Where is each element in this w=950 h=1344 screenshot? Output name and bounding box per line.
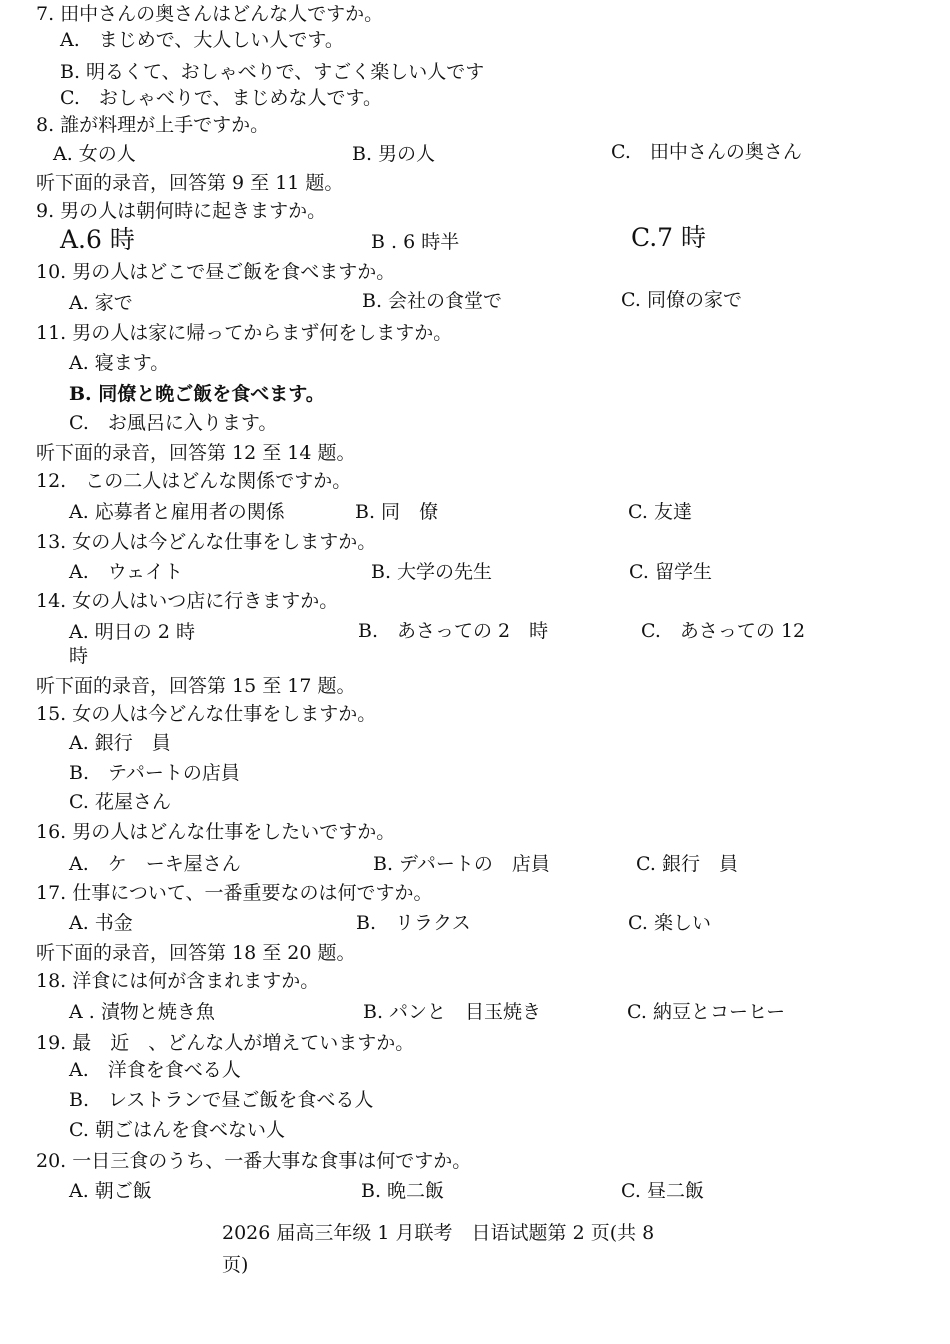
q13-option-a: A. ウェイト <box>69 561 184 583</box>
q16-option-b: B. デパートの 店員 <box>373 853 550 875</box>
q16-option-a: A. ケ ーキ屋さん <box>69 853 241 875</box>
q18-option-a: A . 漬物と焼き魚 <box>69 1001 215 1023</box>
q11-option-b: B. 同僚と晩ご飯を食べます。 <box>69 383 325 405</box>
q18-option-b: B. パンと 目玉焼き <box>363 1001 542 1023</box>
q12-option-b: B. 同 僚 <box>355 501 439 523</box>
q15-option-b: B. テパートの店員 <box>69 762 240 784</box>
q12-option-a: A. 応募者と雇用者の関係 <box>69 501 285 523</box>
q8-option-c: C. 田中さんの奥さん <box>611 141 802 163</box>
q10-option-a: A. 家で <box>69 292 133 314</box>
section-instruction-9-11: 听下面的录音，回答第 9 至 11 题。 <box>36 172 344 194</box>
q7-option-b: B. 明るくて、おしゃべりで、すごく楽しい人です <box>60 61 485 83</box>
question-16: 16. 男の人はどんな仕事をしたいですか。 <box>36 821 396 843</box>
q19-option-b: B. レストランで昼ご飯を食べる人 <box>69 1089 374 1111</box>
question-18: 18. 洋食には何が含まれますか。 <box>36 970 320 992</box>
question-10: 10. 男の人はどこで昼ご飯を食べますか。 <box>36 261 396 283</box>
q13-option-c: C. 留学生 <box>629 561 712 583</box>
q7-option-a: A. まじめで、大人しい人です。 <box>60 29 344 51</box>
q14-option-a: A. 明日の 2 時 <box>69 621 195 643</box>
question-11: 11. 男の人は家に帰ってからまず何をしますか。 <box>36 322 453 344</box>
q7-option-c: C. おしゃべりで、まじめな人です。 <box>60 87 383 109</box>
section-instruction-18-20: 听下面的录音，回答第 18 至 20 题。 <box>36 942 356 964</box>
q19-option-a: A. 洋食を食べる人 <box>69 1059 241 1081</box>
question-17: 17. 仕事について、一番重要なのは何ですか。 <box>36 882 433 904</box>
section-instruction-12-14: 听下面的录音，回答第 12 至 14 题。 <box>36 442 356 464</box>
q17-option-a: A. 书金 <box>69 912 133 934</box>
q8-option-b: B. 男の人 <box>352 143 436 165</box>
q19-option-c: C. 朝ごはんを食べない人 <box>69 1119 285 1141</box>
question-14: 14. 女の人はいつ店に行きますか。 <box>36 590 339 612</box>
q12-option-c: C. 友達 <box>628 501 692 523</box>
page-footer-line1: 2026 届高三年级 1 月联考 日语试题第 2 页(共 8 <box>222 1222 655 1244</box>
q17-option-c: C. 楽しい <box>628 912 711 934</box>
question-8: 8. 誰が料理が上手ですか。 <box>36 114 270 136</box>
q9-option-c: C.7 時 <box>631 223 707 252</box>
q13-option-b: B. 大学の先生 <box>371 561 493 583</box>
q14-option-b: B. あさっての 2 時 <box>358 620 549 642</box>
q11-option-a: A. 寝ます。 <box>69 352 170 374</box>
question-20: 20. 一日三食のうち、一番大事な食事は何ですか。 <box>36 1150 472 1172</box>
section-instruction-15-17: 听下面的录音，回答第 15 至 17 题。 <box>36 675 356 697</box>
q10-option-b: B. 会社の食堂で <box>362 290 503 312</box>
q10-option-c: C. 同僚の家で <box>621 289 742 311</box>
question-7: 7. 田中さんの奥さんはどんな人ですか。 <box>36 3 384 25</box>
q20-option-b: B. 晩二飯 <box>361 1180 445 1202</box>
q20-option-a: A. 朝ご飯 <box>69 1180 152 1202</box>
question-9: 9. 男の人は朝何時に起きますか。 <box>36 200 327 222</box>
q11-option-c: C. お風呂に入ります。 <box>69 412 278 434</box>
q14-option-c-continued: 時 <box>69 645 89 667</box>
q14-option-c: C. あさっての 12 <box>641 620 806 642</box>
q15-option-c: C. 花屋さん <box>69 791 171 813</box>
q9-option-b: B . 6 時半 <box>371 231 460 253</box>
q16-option-c: C. 銀行 員 <box>636 853 738 875</box>
question-13: 13. 女の人は今どんな仕事をしますか。 <box>36 531 377 553</box>
q9-option-a: A.6 時 <box>60 225 135 254</box>
q20-option-c: C. 昼二飯 <box>621 1180 704 1202</box>
q15-option-a: A. 銀行 員 <box>69 732 171 754</box>
q17-option-b: B. リラクス <box>356 912 471 934</box>
question-12: 12. この二人はどんな関係ですか。 <box>36 470 352 492</box>
question-15: 15. 女の人は今どんな仕事をしますか。 <box>36 703 377 725</box>
q18-option-c: C. 納豆とコーヒー <box>627 1001 786 1023</box>
q8-option-a: A. 女の人 <box>53 143 136 165</box>
page-footer-line2: 页) <box>222 1254 249 1276</box>
question-19: 19. 最 近 、どんな人が増えていますか。 <box>36 1032 415 1054</box>
